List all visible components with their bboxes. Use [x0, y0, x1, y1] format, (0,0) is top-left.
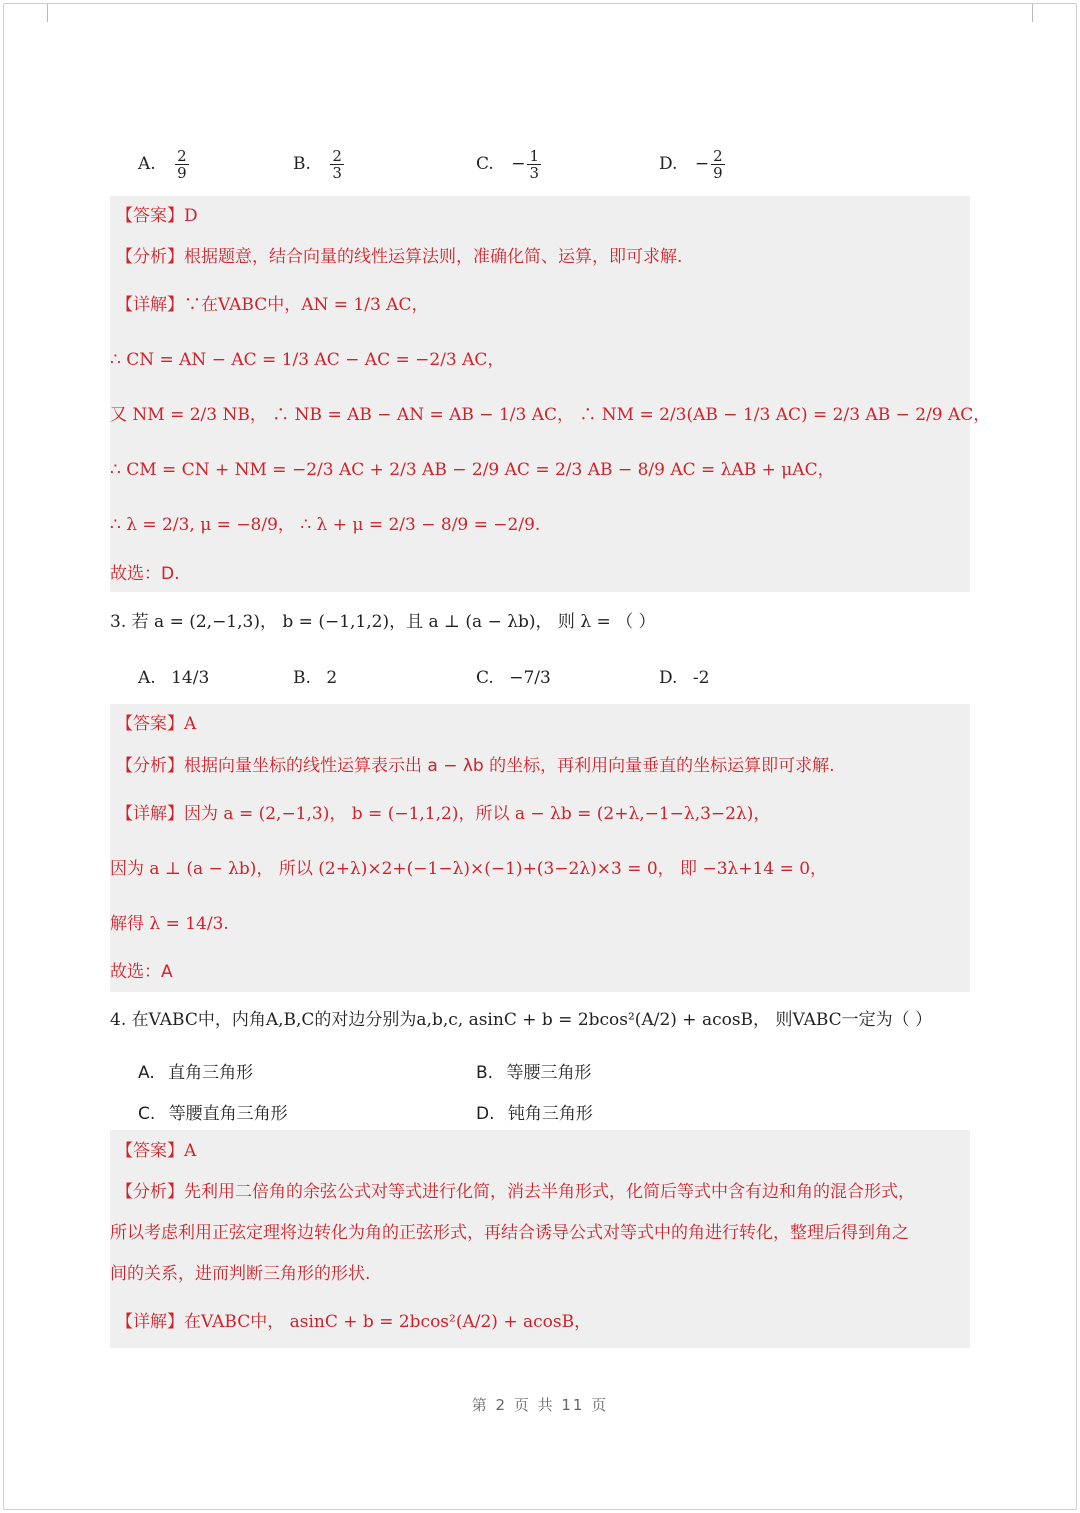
q3-answer-box — [110, 704, 970, 992]
q2-option-b: B. $\frac{2}{3}$ — [293, 147, 342, 182]
q4-analysis-line-1: 【分析】先利用二倍角的余弦公式对等式进行化简，消去半角形式，化简后等式中含有边和角的混合形式， — [116, 1182, 915, 1202]
q4-stem-text: 4. 在VABC中，内角A,B,C的对边分别为a,b,c, asinC + b = 2bcos²(A/2) + acosB， 则VABC一定为（ ） — [110, 1010, 933, 1030]
q3-option-c: C. −7/3 — [476, 668, 551, 688]
q3-detail-line-2: 因为 a ⊥ (a − λb)， 所以 (2+λ)×2+(−1−λ)×(−1)+(3−2λ)×3 = 0， 即 −3λ+14 = 0， — [110, 859, 828, 879]
q2-detail-line-3: 又 NM = 2/3 NB， ∴ NB = AB − AN = AB − 1/3 AC， ∴ NM = 2/3(AB − 1/3 AC) = 2/3 AB − 2/9 AC， — [110, 405, 991, 425]
q4-option-a: A. 直角三角形 — [138, 1063, 254, 1083]
q2-answer-box — [110, 196, 991, 592]
q4-option-b: B. 等腰三角形 — [476, 1063, 592, 1083]
q4-detail-line-1: 【详解】在VABC中， asinC + b = 2bcos²(A/2) + acosB， — [116, 1312, 592, 1332]
q2-analysis: 【分析】根据题意，结合向量的线性运算法则，准确化简、运算，即可求解. — [116, 247, 683, 267]
q2-detail-line-2: ∴ CN = AN − AC = 1/3 AC − AC = −2/3 AC， — [110, 350, 505, 370]
q3-answer: 【答案】A — [116, 714, 197, 734]
corner-mark-right — [1032, 4, 1050, 22]
q2-detail-line-1: 【详解】∵在VABC中，AN = 1/3 AC， — [116, 295, 429, 315]
q3-choice: 故选：A — [110, 962, 173, 982]
page-footer: 第 2 页 共 11 页 — [471, 1396, 609, 1414]
q2-detail-line-5: ∴ λ = 2/3, μ = −8/9， ∴ λ + μ = 2/3 − 8/9 = −2/9. — [110, 515, 541, 535]
q4-analysis-line-3: 间的关系，进而判断三角形的形状. — [110, 1264, 371, 1284]
corner-mark-left — [30, 4, 48, 22]
q3-detail-line-1: 【详解】因为 a = (2,−1,3)， b = (−1,1,2)，所以 a − λb = (2+λ,−1−λ,3−2λ)， — [116, 804, 771, 824]
q3-option-d: D. -2 — [659, 668, 710, 688]
q2-choice: 故选：D. — [110, 564, 180, 584]
q2-option-d: D. − $\frac{2}{9}$ — [659, 147, 723, 182]
q4-analysis-line-2: 所以考虑利用正弦定理将边转化为角的正弦形式，再结合诱导公式对等式中的角进行转化，整理后得到角之 — [110, 1223, 909, 1243]
q4-answer-box — [110, 1130, 970, 1348]
q2-detail-line-4: ∴ CM = CN + NM = −2/3 AC + 2/3 AB − 2/9 AC = 2/3 AB − 8/9 AC = λAB + μAC， — [110, 460, 835, 480]
q2-option-a: A. $\frac{2}{9}$ — [138, 147, 187, 182]
q3-stem-text: 3. 若 a = (2,−1,3)， b = (−1,1,2)，且 a ⊥ (a − λb)， 则 λ = （ ） — [110, 612, 656, 632]
q3-analysis: 【分析】根据向量坐标的线性运算表示出 a − λb 的坐标，再利用向量垂直的坐标运算即可求解. — [116, 756, 835, 776]
q2-answer: 【答案】D — [116, 206, 198, 226]
q4-answer: 【答案】A — [116, 1141, 197, 1161]
q4-option-d: D. 钝角三角形 — [476, 1104, 593, 1124]
q4-option-c: C. 等腰直角三角形 — [138, 1104, 288, 1124]
q3-option-b: B. 2 — [293, 668, 338, 688]
q3-option-a: A. 14/3 — [138, 668, 210, 688]
q2-option-c: C. − $\frac{1}{3}$ — [476, 147, 540, 182]
q3-detail-line-3: 解得 λ = 14/3. — [110, 914, 229, 934]
